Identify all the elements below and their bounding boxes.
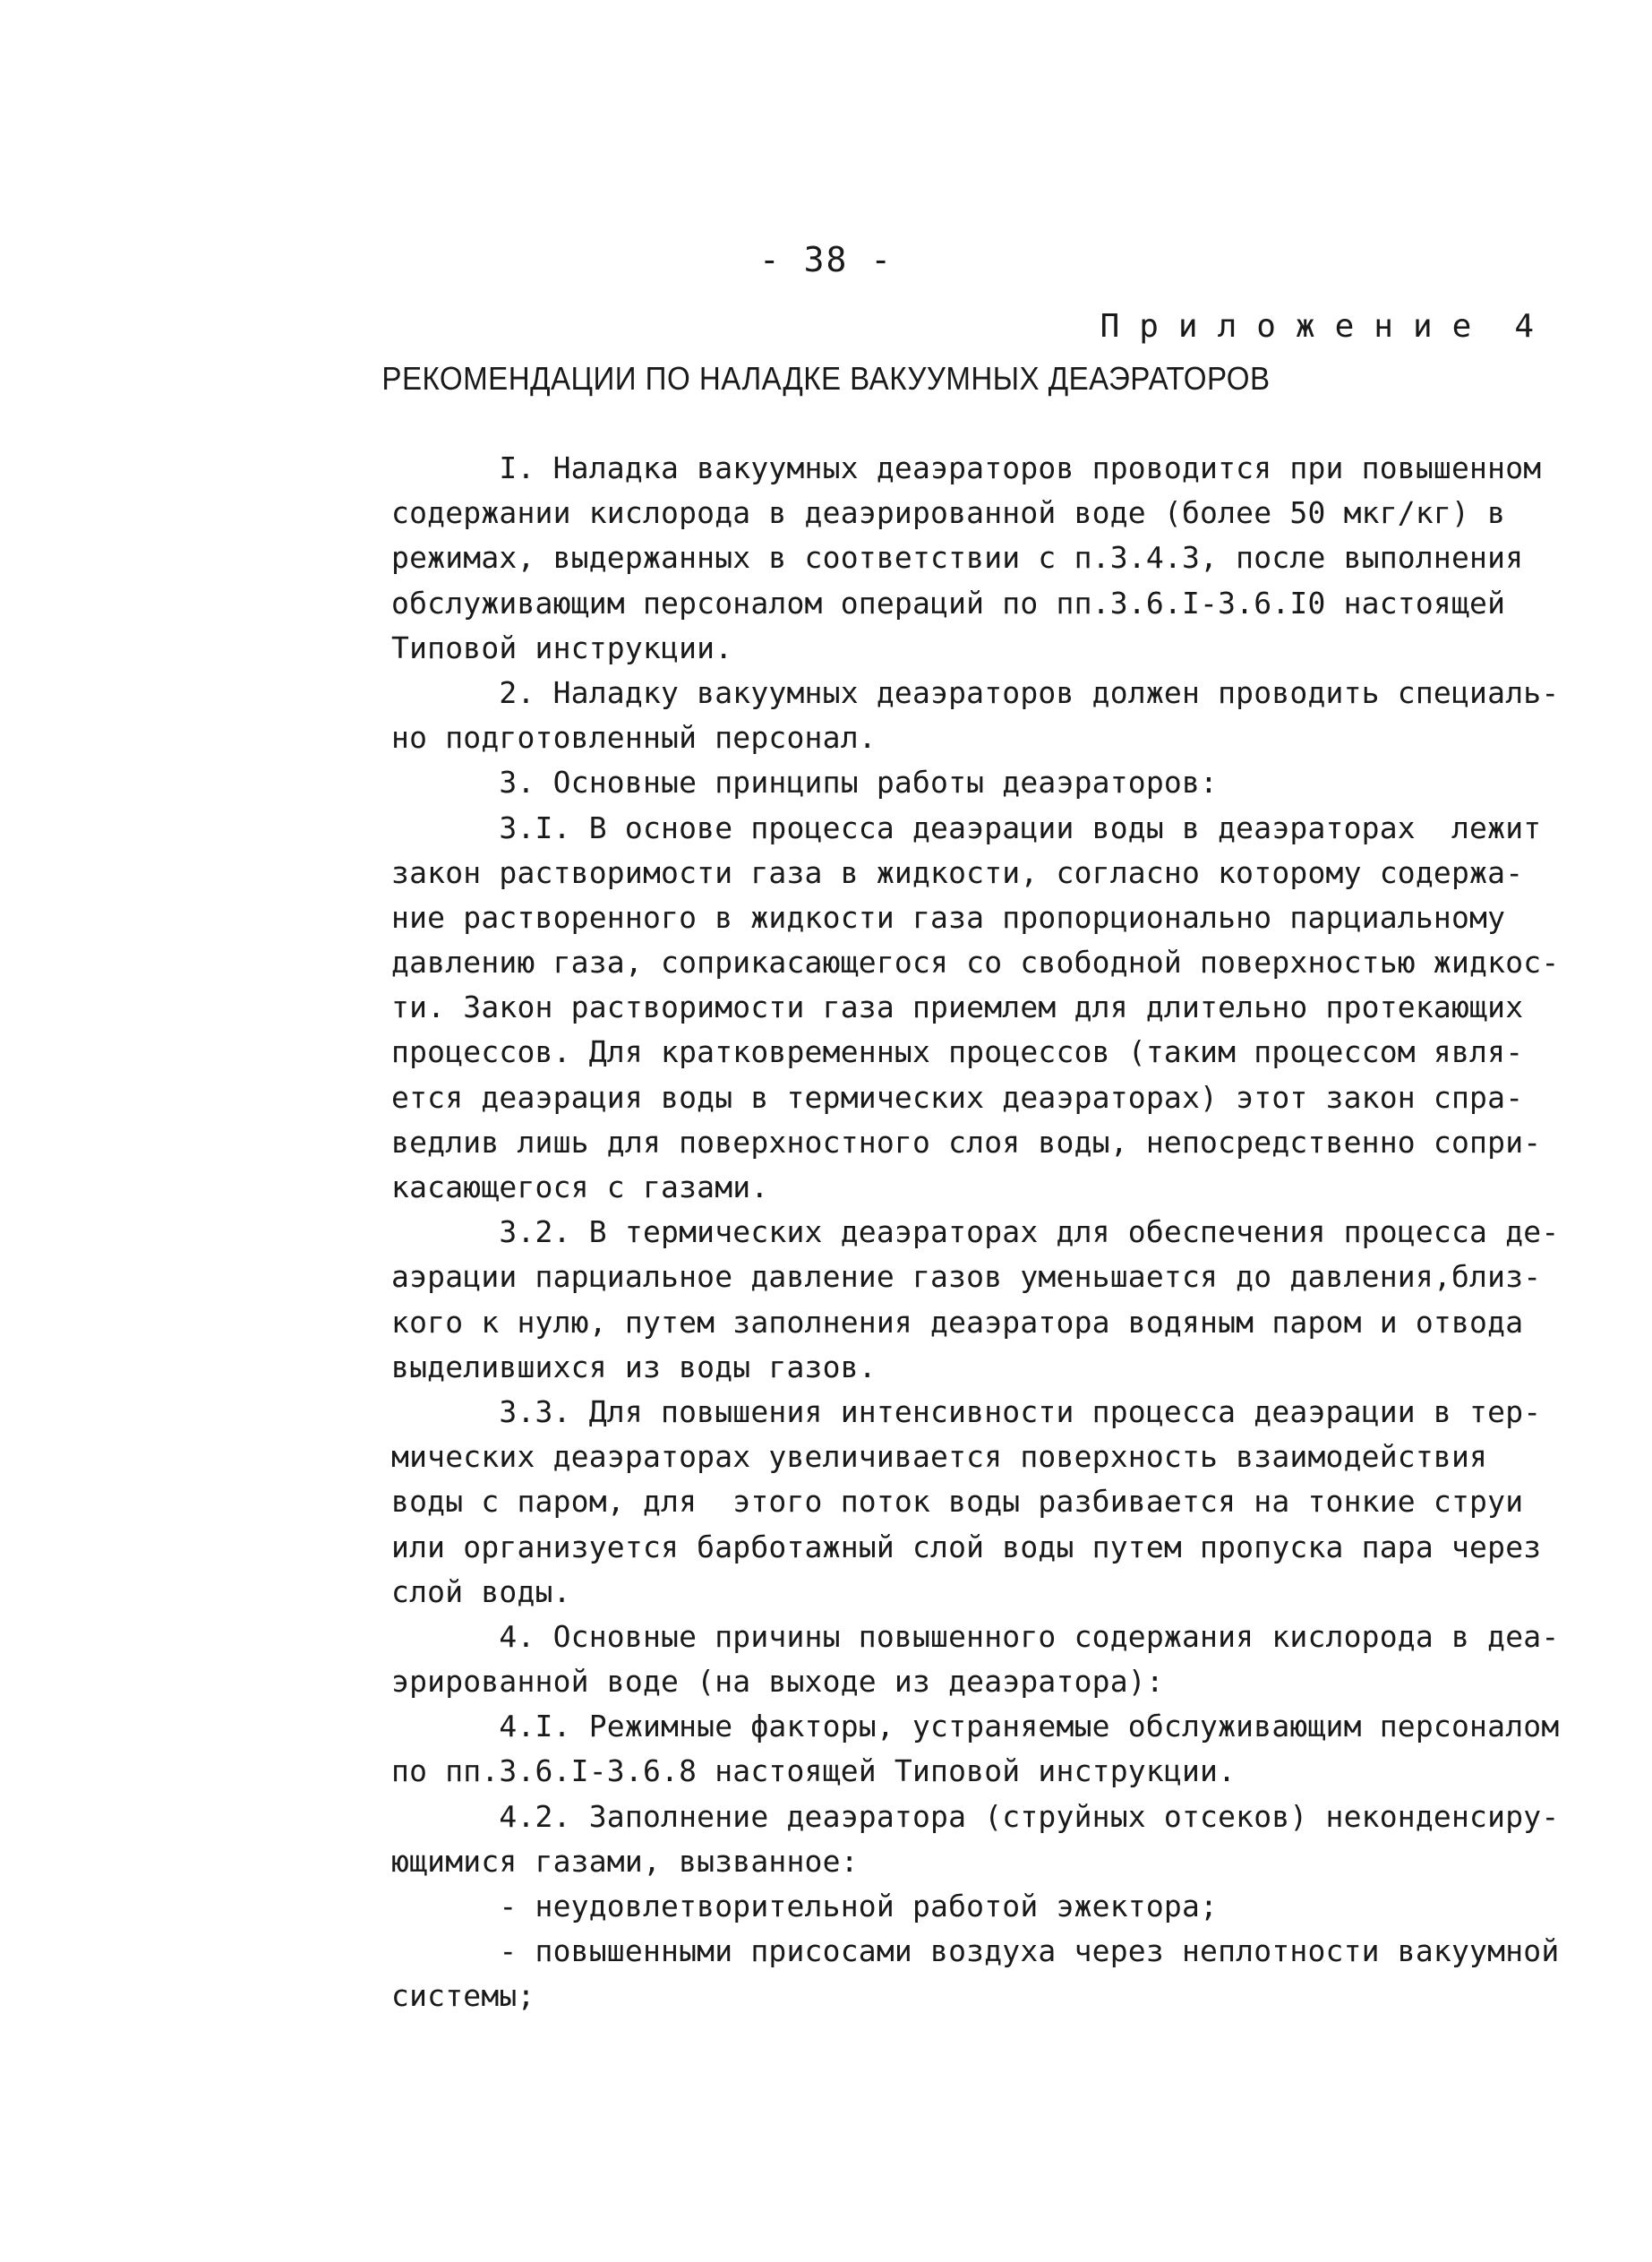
- text-line: давлению газа, соприкасающегося со свободной поверхностью жидкос-: [391, 945, 1560, 981]
- text-line: ние растворенного в жидкости газа пропорционально парциальному: [391, 899, 1506, 935]
- text-line: эрированной воде (на выходе из деаэратора):: [391, 1664, 1164, 1700]
- text-line: 4.I. Режимные факторы, устраняемые обслуживающим персоналом: [391, 1709, 1560, 1744]
- text-line: ти. Закон растворимости газа приемлем для длительно протекающих: [391, 990, 1524, 1025]
- body-text: [391, 446, 1560, 2019]
- text-line: мических деаэраторах увеличивается поверхность взаимодействия: [391, 1439, 1488, 1475]
- text-line: по пп.3.6.I-3.6.8 настоящей Типовой инструкции.: [391, 1753, 1237, 1789]
- text-line: режимах, выдержанных в соответствии с п.3.4.3, после выполнения: [391, 540, 1524, 576]
- appendix-number: 4: [1514, 308, 1554, 345]
- text-line: системы;: [391, 1978, 535, 2014]
- text-line: ется деаэрация воды в термических деаэраторах) этот закон спра-: [391, 1079, 1524, 1115]
- appendix-word: Приложение: [1100, 308, 1492, 345]
- text-line: слой воды.: [391, 1573, 571, 1609]
- text-line: аэрации парциальное давление газов уменьшается до давления,близ-: [391, 1259, 1542, 1295]
- text-line: 2. Наладку вакуумных деаэраторов должен проводить специаль-: [391, 674, 1560, 710]
- text-line: ющимися газами, вызванное:: [391, 1843, 859, 1879]
- text-line: 3.2. В термических деаэраторах для обеспечения процесса де-: [391, 1214, 1560, 1250]
- text-line: обслуживающим персоналом операций по пп.3.6.I-3.6.I0 настоящей: [391, 585, 1506, 621]
- text-line: выделившихся из воды газов.: [391, 1349, 877, 1384]
- text-line: 3.I. В основе процесса деаэрации воды в деаэраторах лежит: [391, 810, 1542, 845]
- page-number: - 38 -: [758, 240, 894, 279]
- text-line: 4.2. Заполнение деаэратора (струйных отсеков) неконденсиру-: [391, 1798, 1560, 1834]
- text-line: кого к нулю, путем заполнения деаэратора водяным паром и отвода: [391, 1304, 1524, 1340]
- text-line: ведлив лишь для поверхностного слоя воды, непосредственно сопри-: [391, 1124, 1542, 1160]
- text-line: - неудовлетворительной работой эжектора;: [391, 1889, 1219, 1924]
- text-line: - повышенными присосами воздуха через неплотности вакуумной: [391, 1933, 1560, 1969]
- text-line: но подготовленный персонал.: [391, 720, 877, 756]
- text-line: закон растворимости газа в жидкости, согласно которому содержа-: [391, 854, 1524, 890]
- text-line: процессов. Для кратковременных процессов (таким процессом явля-: [391, 1034, 1524, 1070]
- text-line: 3. Основные принципы работы деаэраторов:: [391, 765, 1219, 801]
- document-title: РЕКОМЕНДАЦИИ ПО НАЛАДКЕ ВАКУУМНЫХ ДЕАЭРАТОРОВ: [381, 360, 1271, 397]
- text-line: воды с паром, для этого поток воды разбивается на тонкие струи: [391, 1484, 1524, 1520]
- text-line: 3.3. Для повышения интенсивности процесса деаэрации в тер-: [391, 1393, 1542, 1429]
- text-line: касающегося с газами.: [391, 1170, 769, 1204]
- text-line: Типовой инструкции.: [391, 630, 733, 665]
- text-line: 4. Основные причины повышенного содержания кислорода в деа-: [391, 1618, 1560, 1654]
- text-line: или организуется барботажный слой воды путем пропуска пара через: [391, 1529, 1542, 1564]
- appendix-label: [1100, 308, 1554, 345]
- text-line: содержании кислорода в деаэрированной воде (более 50 мкг/кг) в: [391, 495, 1506, 531]
- text-line: I. Наладка вакуумных деаэраторов проводится при повышенном: [391, 450, 1542, 485]
